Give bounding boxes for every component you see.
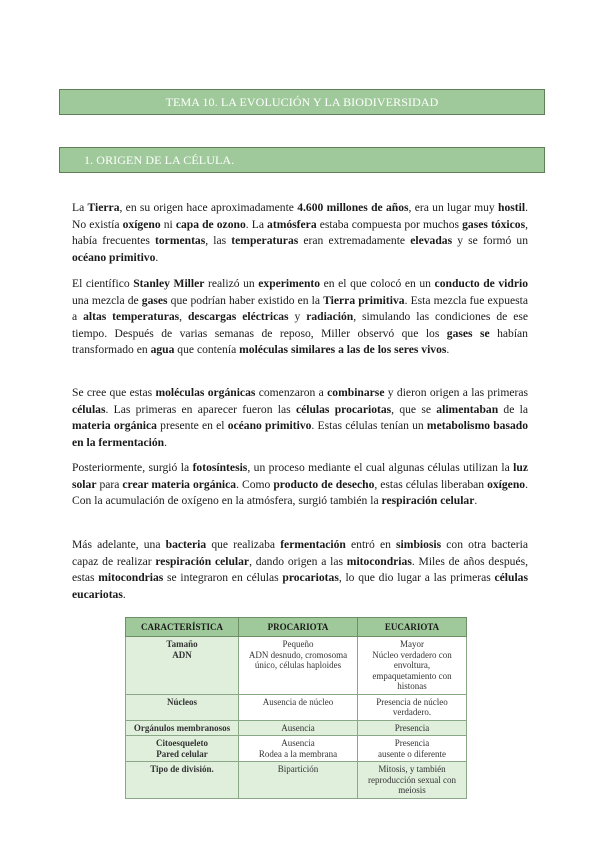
- table-row: [126, 762, 467, 799]
- table-header-row: [126, 618, 467, 637]
- table-row: [126, 736, 467, 762]
- header-characteristic: CARACTERÍSTICA: [126, 618, 239, 637]
- section-banner: [59, 147, 545, 173]
- row-label: Orgánulos membranosos: [126, 720, 239, 736]
- paragraph-first-cells: Se cree que estas moléculas orgánicas comenzaron a combinarse y dieron origen a las primeras células. Las primeras en aparecer fueron las células procariotas, que se alimentaban de la materia orgánica presente en el océano primitivo. Estas células tenían un metabolismo basado en la fermentación.: [72, 386, 529, 449]
- row-label: Núcleos: [126, 694, 239, 720]
- table-row: [126, 720, 467, 736]
- title-banner: [59, 89, 545, 115]
- comparison-table: [125, 617, 467, 799]
- paragraph-earth-origin: La Tierra, en su origen hace aproximadamente 4.600 millones de años, era un lugar muy hostil. No existía oxígeno ni capa de ozono. La atmósfera estaba compuesta por muchos gases tóxicos, había frecuentes tormentas, las temperaturas eran extremadamente elevadas y se formó un océano primitivo.: [72, 201, 529, 264]
- row-label: Tipo de división.: [126, 762, 239, 799]
- eukaryote-cell: Mitosis, y también reproducción sexual con meiosis: [358, 762, 467, 799]
- header-prokaryote: PROCARIOTA: [239, 618, 358, 637]
- prokaryote-cell: Pequeño ADN desnudo, cromosoma único, células haploides: [239, 637, 358, 695]
- prokaryote-cell: Ausencia Rodea a la membrana: [239, 736, 358, 762]
- eukaryote-cell: Presencia ausente o diferente: [358, 736, 467, 762]
- paragraph-miller-experiment: El científico Stanley Miller realizó un experimento en el que colocó en un conducto de vidrio una mezcla de gases que podrían haber existido en la Tierra primitiva. Esta mezcla fue expuesta a altas temperaturas, descargas eléctricas y radiación, simulando las condiciones de ese tiempo. Después de varias semanas de reposo, Miller observó que los gases se habían transformado en agua que contenía moléculas similares a las de los seres vivos.: [72, 277, 529, 357]
- document-title: TEMA 10. LA EVOLUCIÓN Y LA BIODIVERSIDAD: [165, 95, 439, 109]
- paragraph-mitochondria: Más adelante, una bacteria que realizaba fermentación entró en simbiosis con otra bacteria capaz de realizar respiración celular, dando origen a las mitocondrias. Miles de años después, estas mitocondrias se integraron en células procariotas, lo que dio lugar a las primeras células eucariotas.: [72, 538, 529, 601]
- prokaryote-cell: Ausencia: [239, 720, 358, 736]
- eukaryote-cell: Mayor Núcleo verdadero con envoltura, empaquetamiento con histonas: [358, 637, 467, 695]
- prokaryote-cell: Ausencia de núcleo: [239, 694, 358, 720]
- table-row: [126, 694, 467, 720]
- header-eukaryote: EUCARIOTA: [358, 618, 467, 637]
- prokaryote-cell: Bipartición: [239, 762, 358, 799]
- row-label: Tamaño ADN: [126, 637, 239, 695]
- row-label: Citoesqueleto Pared celular: [126, 736, 239, 762]
- table-row: [126, 637, 467, 695]
- paragraph-photosynthesis: Posteriormente, surgió la fotosíntesis, un proceso mediante el cual algunas células utilizan la luz solar para crear materia orgánica. Como producto de desecho, estas células liberaban oxígeno. Con la acumulación de oxígeno en la atmósfera, surgió también la respiración celular.: [72, 461, 528, 508]
- eukaryote-cell: Presencia de núcleo verdadero.: [358, 694, 467, 720]
- section-heading: 1. ORIGEN DE LA CÉLULA.: [84, 153, 235, 167]
- eukaryote-cell: Presencia: [358, 720, 467, 736]
